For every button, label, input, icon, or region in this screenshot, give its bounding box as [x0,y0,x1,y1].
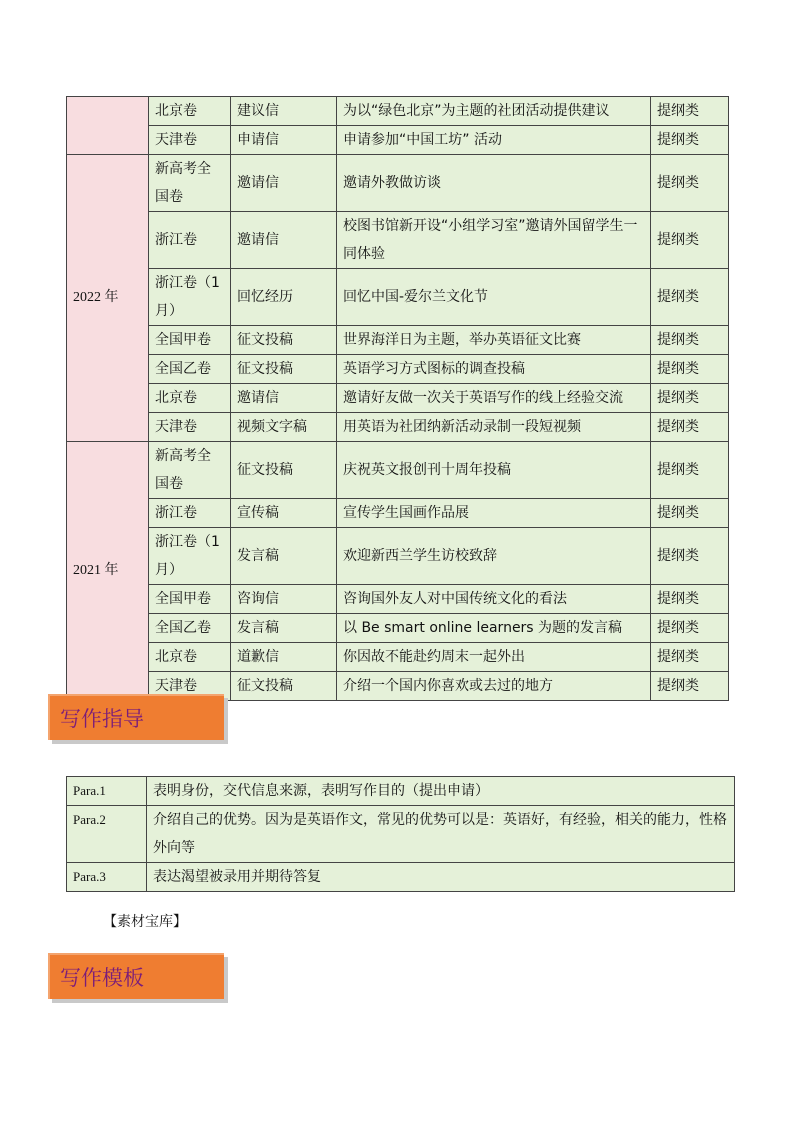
table-row [67,269,729,326]
paper-cell: 天津卷 [149,413,231,442]
topic-cell: 介绍一个国内你喜欢或去过的地方 [337,672,651,701]
paper-cell: 北京卷 [149,643,231,672]
paper-cell: 浙江卷（1月） [149,528,231,585]
table-row [67,614,729,643]
year-cell-prev [67,97,149,155]
category-cell: 提纲类 [651,499,729,528]
table-row [67,126,729,155]
paper-cell: 浙江卷（1月） [149,269,231,326]
type-cell: 回忆经历 [231,269,337,326]
category-cell: 提纲类 [651,155,729,212]
table-row [67,499,729,528]
table-row [67,777,735,806]
para-label: Para.1 [67,777,147,806]
type-cell: 邀请信 [231,384,337,413]
table-row [67,155,729,212]
table-row [67,326,729,355]
topic-cell: 庆祝英文报创刊十周年投稿 [337,442,651,499]
type-cell: 建议信 [231,97,337,126]
paper-cell: 天津卷 [149,672,231,701]
topic-cell: 用英语为社团纳新活动录制一段短视频 [337,413,651,442]
writing-guide-table [66,776,735,892]
topic-cell: 你因故不能赴约周末一起外出 [337,643,651,672]
category-cell: 提纲类 [651,672,729,701]
topic-cell: 回忆中国-爱尔兰文化节 [337,269,651,326]
table-row [67,97,729,126]
table-row [67,413,729,442]
category-cell: 提纲类 [651,126,729,155]
topic-cell: 咨询国外友人对中国传统文化的看法 [337,585,651,614]
category-cell: 提纲类 [651,528,729,585]
category-cell: 提纲类 [651,585,729,614]
table-row [67,806,735,863]
para-label: Para.3 [67,863,147,892]
topic-cell: 邀请外教做访谈 [337,155,651,212]
topic-cell: 宣传学生国画作品展 [337,499,651,528]
category-cell: 提纲类 [651,326,729,355]
category-cell: 提纲类 [651,269,729,326]
category-cell: 提纲类 [651,413,729,442]
paper-cell: 浙江卷 [149,499,231,528]
category-cell: 提纲类 [651,97,729,126]
type-cell: 道歉信 [231,643,337,672]
type-cell: 发言稿 [231,528,337,585]
type-cell: 咨询信 [231,585,337,614]
exam-topic-table [66,96,729,701]
category-cell: 提纲类 [651,442,729,499]
topic-cell: 申请参加“中国工坊” 活动 [337,126,651,155]
category-cell: 提纲类 [651,384,729,413]
section-heading-template: 写作模板 [48,953,224,999]
topic-cell: 欢迎新西兰学生访校致辞 [337,528,651,585]
table-row [67,643,729,672]
para-content: 表达渴望被录用并期待答复 [147,863,735,892]
paper-cell: 全国甲卷 [149,585,231,614]
type-cell: 征文投稿 [231,672,337,701]
topic-cell: 邀请好友做一次关于英语写作的线上经验交流 [337,384,651,413]
table-row [67,585,729,614]
section-heading-guide: 写作指导 [48,694,224,740]
topic-cell: 英语学习方式图标的调查投稿 [337,355,651,384]
category-cell: 提纲类 [651,212,729,269]
table-row [67,863,735,892]
year-cell: 2022 年 [67,155,149,442]
paper-cell: 全国乙卷 [149,355,231,384]
type-cell: 征文投稿 [231,355,337,384]
year-cell: 2021 年 [67,442,149,701]
table-row [67,212,729,269]
topic-cell: 校图书馆新开设“小组学习室”邀请外国留学生一同体验 [337,212,651,269]
para-label: Para.2 [67,806,147,863]
paper-cell: 新高考全国卷 [149,155,231,212]
paper-cell: 全国甲卷 [149,326,231,355]
paper-cell: 天津卷 [149,126,231,155]
topic-cell: 以 Be smart online learners 为题的发言稿 [337,614,651,643]
paper-cell: 北京卷 [149,97,231,126]
type-cell: 宣传稿 [231,499,337,528]
type-cell: 邀请信 [231,212,337,269]
type-cell: 邀请信 [231,155,337,212]
type-cell: 征文投稿 [231,326,337,355]
type-cell: 视频文字稿 [231,413,337,442]
category-cell: 提纲类 [651,614,729,643]
paper-cell: 全国乙卷 [149,614,231,643]
paper-cell: 新高考全国卷 [149,442,231,499]
category-cell: 提纲类 [651,355,729,384]
para-content: 介绍自己的优势。因为是英语作文，常见的优势可以是：英语好，有经验，相关的能力，性格外向等 [147,806,735,863]
table-row [67,442,729,499]
type-cell: 征文投稿 [231,442,337,499]
topic-cell: 为以“绿色北京”为主题的社团活动提供建议 [337,97,651,126]
topic-cell: 世界海洋日为主题，举办英语征文比赛 [337,326,651,355]
category-cell: 提纲类 [651,643,729,672]
table-row [67,384,729,413]
para-content: 表明身份，交代信息来源，表明写作目的（提出申请） [147,777,735,806]
type-cell: 申请信 [231,126,337,155]
paper-cell: 北京卷 [149,384,231,413]
paper-cell: 浙江卷 [149,212,231,269]
material-library-label: 【素材宝库】 [103,914,187,930]
table-row [67,355,729,384]
type-cell: 发言稿 [231,614,337,643]
table-row [67,528,729,585]
